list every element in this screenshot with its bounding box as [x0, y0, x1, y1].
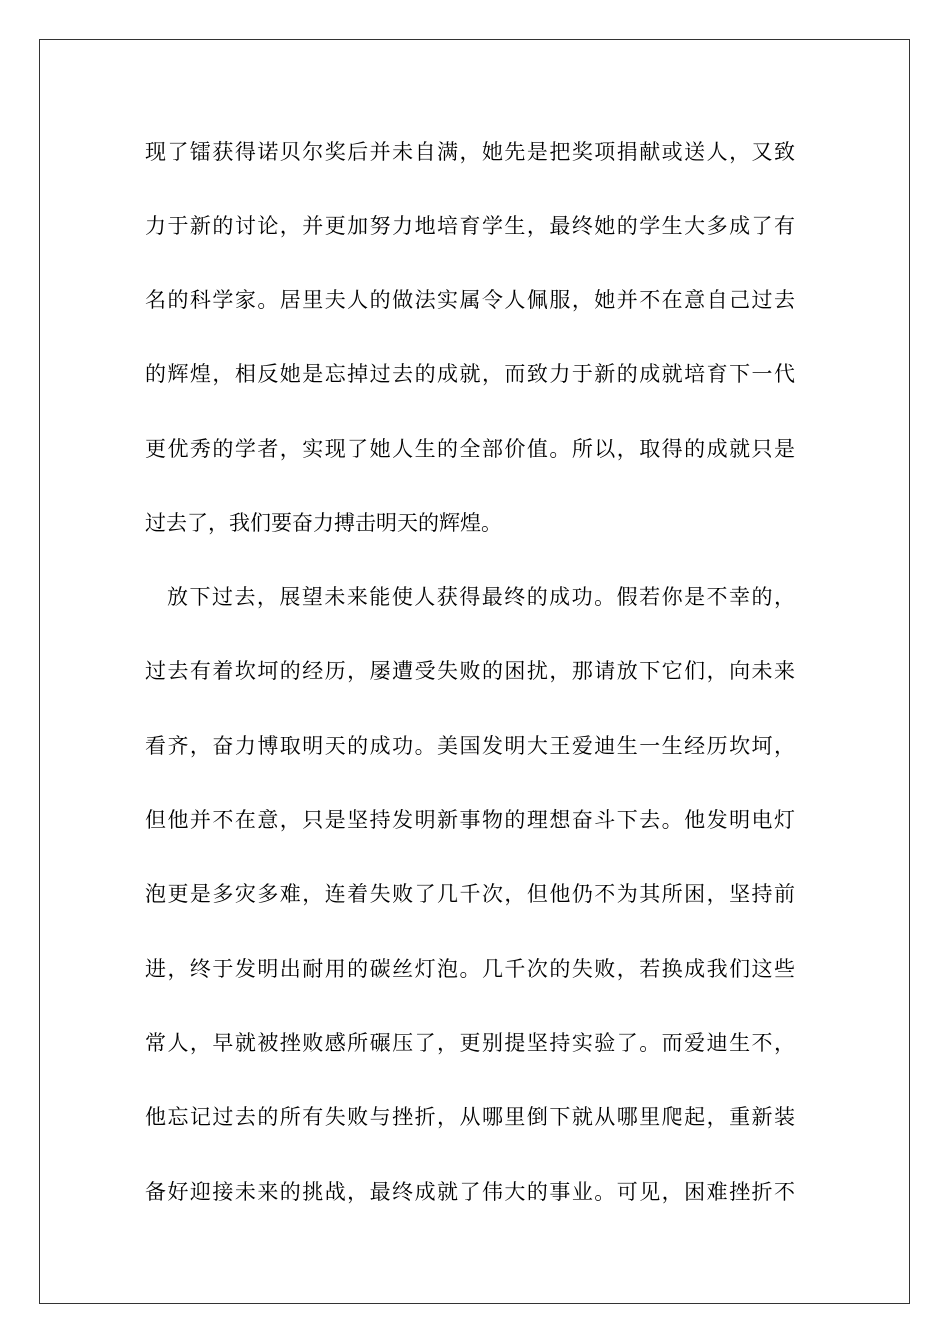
paragraph-line: 的辉煌，相反她是忘掉过去的成就，而致力于新的成就培育下一代 — [145, 362, 795, 386]
paragraph-line: 进，终于发明出耐用的碳丝灯泡。几千次的失败，若换成我们这些 — [145, 957, 795, 981]
paragraph-line: 过去有着坎坷的经历，屡遭受失败的困扰，那请放下它们，向未来 — [145, 659, 795, 683]
paragraph-line: 力于新的讨论，并更加努力地培育学生，最终她的学生大多成了有 — [145, 214, 795, 238]
paragraph-line: 泡更是多灾多难，连着失败了几千次，但他仍不为其所困，坚持前 — [145, 882, 795, 906]
paragraph-line: 看齐，奋力博取明天的成功。美国发明大王爱迪生一生经历坎坷， — [145, 734, 795, 758]
paragraph-line: 更优秀的学者，实现了她人生的全部价值。所以，取得的成就只是 — [145, 437, 795, 461]
paragraph-line: 名的科学家。居里夫人的做法实属令人佩服，她并不在意自己过去 — [145, 288, 795, 312]
paragraph-line: 但他并不在意，只是坚持发明新事物的理想奋斗下去。他发明电灯 — [145, 808, 795, 832]
paragraph-line: 常人，早就被挫败感所碾压了，更别提坚持实验了。而爱迪生不， — [145, 1031, 795, 1055]
paragraph-line: 放下过去，展望未来能使人获得最终的成功。假若你是不幸的， — [167, 585, 795, 609]
paragraph-line: 备好迎接未来的挑战，最终成就了伟大的事业。可见，困难挫折不 — [145, 1180, 795, 1204]
paragraph-line: 现了镭获得诺贝尔奖后并未自满，她先是把奖项捐献或送人，又致 — [145, 140, 795, 164]
paragraph-line: 过去了，我们要奋力搏击明天的辉煌。 — [145, 511, 502, 535]
paragraph-line: 他忘记过去的所有失败与挫折，从哪里倒下就从哪里爬起，重新装 — [145, 1105, 795, 1129]
